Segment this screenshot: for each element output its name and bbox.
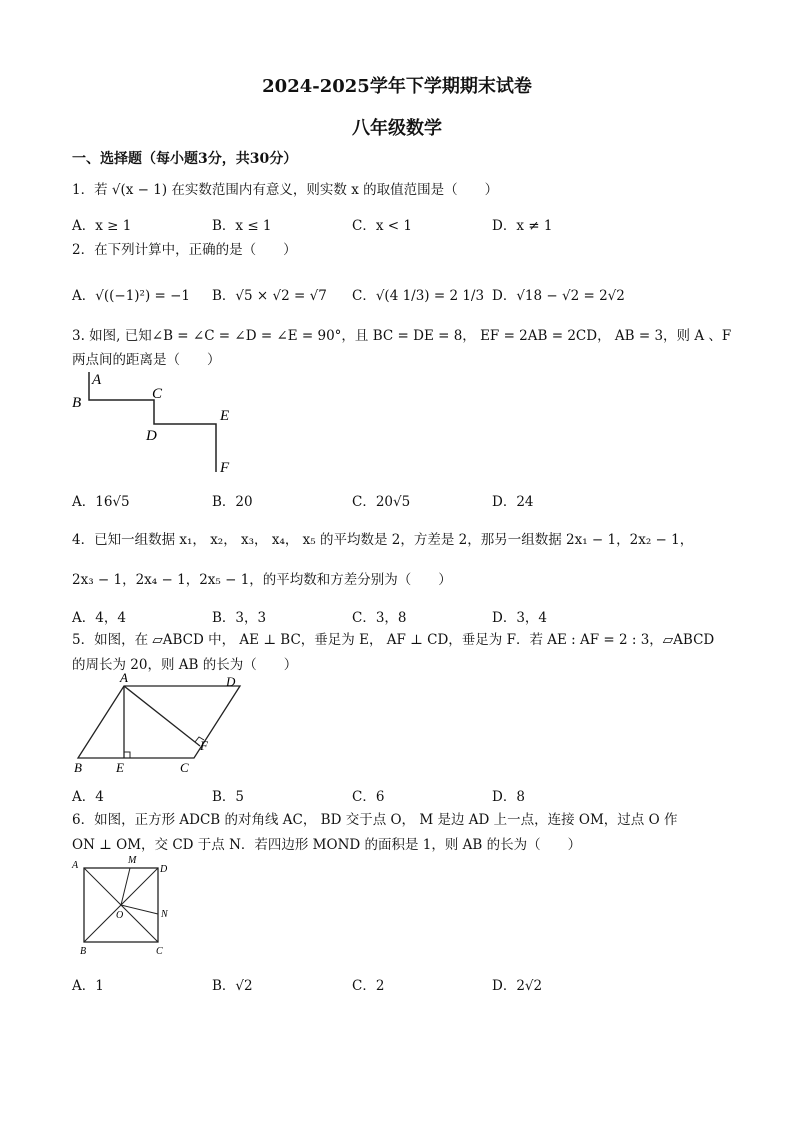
- q6-segment-om: [121, 868, 130, 905]
- question-6-stem-line2: ON ⊥ OM，交 CD 于点 N．若四边形 MOND 的面积是 1，则 AB 的长为（ ）: [72, 837, 582, 853]
- q3-label-d: D: [146, 428, 157, 444]
- q3-label-c: C: [152, 386, 163, 402]
- q6-option-a[interactable]: A．1: [72, 978, 104, 994]
- question-5-stem-line1: 5．如图，在 ▱ABCD 中， AE ⊥ BC，垂足为 E， AF ⊥ CD，垂足为 F．若 AE : AF = 2 : 3，▱ABCD: [72, 632, 715, 648]
- q5-label-f: F: [200, 738, 208, 753]
- question-3-stem-line2: 两点间的距离是（ ）: [72, 352, 221, 368]
- q2-option-d[interactable]: D．√18 − √2 = 2√2: [492, 288, 625, 304]
- q3-label-a: A: [92, 372, 102, 388]
- q6-option-c[interactable]: C．2: [352, 978, 385, 994]
- q6-option-b[interactable]: B．√2: [212, 978, 253, 994]
- q4-option-c[interactable]: C．3，8: [352, 610, 407, 626]
- q6-option-d[interactable]: D．2√2: [492, 978, 543, 994]
- q5-parallelogram: [78, 686, 240, 758]
- question-4-stem-line2: 2x₃ − 1，2x₄ − 1，2x₅ − 1，的平均数和方差分别为（ ）: [72, 572, 452, 588]
- q5-label-d: D: [226, 674, 236, 689]
- q5-option-d[interactable]: D．8: [492, 789, 525, 805]
- q6-label-c: C: [156, 946, 163, 957]
- q6-label-a: A: [72, 860, 79, 871]
- q5-right-angle-e: [124, 752, 130, 758]
- exam-subtitle: 八年级数学: [352, 118, 442, 139]
- q5-option-a[interactable]: A．4: [72, 789, 104, 805]
- exam-title: 2024-2025学年下学期期末试卷: [262, 76, 532, 97]
- q5-label-e: E: [116, 760, 124, 775]
- q1-option-a[interactable]: A．x ≥ 1: [72, 218, 132, 234]
- q4-option-b[interactable]: B．3，3: [212, 610, 267, 626]
- q6-label-m: M: [128, 855, 137, 866]
- q5-label-b: B: [74, 760, 82, 775]
- question-6-stem-line1: 6．如图，正方形 ADCB 的对角线 AC， BD 交于点 O， M 是边 AD 上一点，连接 OM，过点 O 作: [72, 812, 678, 828]
- q5-option-c[interactable]: C．6: [352, 789, 385, 805]
- q6-label-b: B: [80, 946, 87, 957]
- q4-option-d[interactable]: D．3，4: [492, 610, 548, 626]
- q2-option-b[interactable]: B．√5 × √2 = √7: [212, 288, 327, 304]
- q6-label-d: D: [160, 864, 168, 875]
- q5-segment-af: [124, 686, 200, 746]
- q5-option-b[interactable]: B．5: [212, 789, 245, 805]
- q1-option-c[interactable]: C．x < 1: [352, 218, 412, 234]
- q1-option-b[interactable]: B．x ≤ 1: [212, 218, 272, 234]
- q3-option-d[interactable]: D．24: [492, 494, 534, 510]
- q2-option-a[interactable]: A．√((−1)²) = −1: [72, 288, 191, 304]
- q5-label-a: A: [120, 672, 128, 685]
- question-5-stem-line2: 的周长为 20，则 AB 的长为（ ）: [72, 657, 298, 673]
- q5-label-c: C: [180, 760, 189, 775]
- q3-option-c[interactable]: C．20√5: [352, 494, 411, 510]
- q5-figure: [68, 672, 248, 776]
- q6-figure: [68, 854, 188, 958]
- q3-option-b[interactable]: B．20: [212, 494, 253, 510]
- q1-option-d[interactable]: D．x ≠ 1: [492, 218, 553, 234]
- q6-label-o: O: [116, 910, 124, 921]
- q6-segment-on: [121, 905, 158, 914]
- q3-figure: [68, 368, 248, 480]
- q3-label-f: F: [220, 460, 230, 476]
- section-heading: 一、选择题（每小题3分，共30分）: [72, 151, 298, 167]
- q3-option-a[interactable]: A．16√5: [72, 494, 130, 510]
- q6-label-n: N: [161, 909, 168, 920]
- question-2-stem: 2．在下列计算中，正确的是（ ）: [72, 242, 297, 258]
- q3-label-b: B: [72, 395, 82, 411]
- question-4-stem-line1: 4．已知一组数据 x₁， x₂， x₃， x₄， x₅ 的平均数是 2，方差是 2，那另一组数据 2x₁ − 1，2x₂ − 1，: [72, 532, 694, 548]
- q4-option-a[interactable]: A．4，4: [72, 610, 126, 626]
- question-3-stem-line1: 3. 如图, 已知∠B = ∠C = ∠D = ∠E = 90°，且 BC = DE = 8， EF = 2AB = 2CD， AB = 3，则 A 、F: [72, 328, 732, 344]
- q2-option-c[interactable]: C．√(4 1/3) = 2 1/3: [352, 288, 485, 304]
- question-1-stem: 1．若 √(x − 1) 在实数范围内有意义，则实数 x 的取值范围是（ ）: [72, 182, 499, 198]
- q3-label-e: E: [220, 408, 230, 424]
